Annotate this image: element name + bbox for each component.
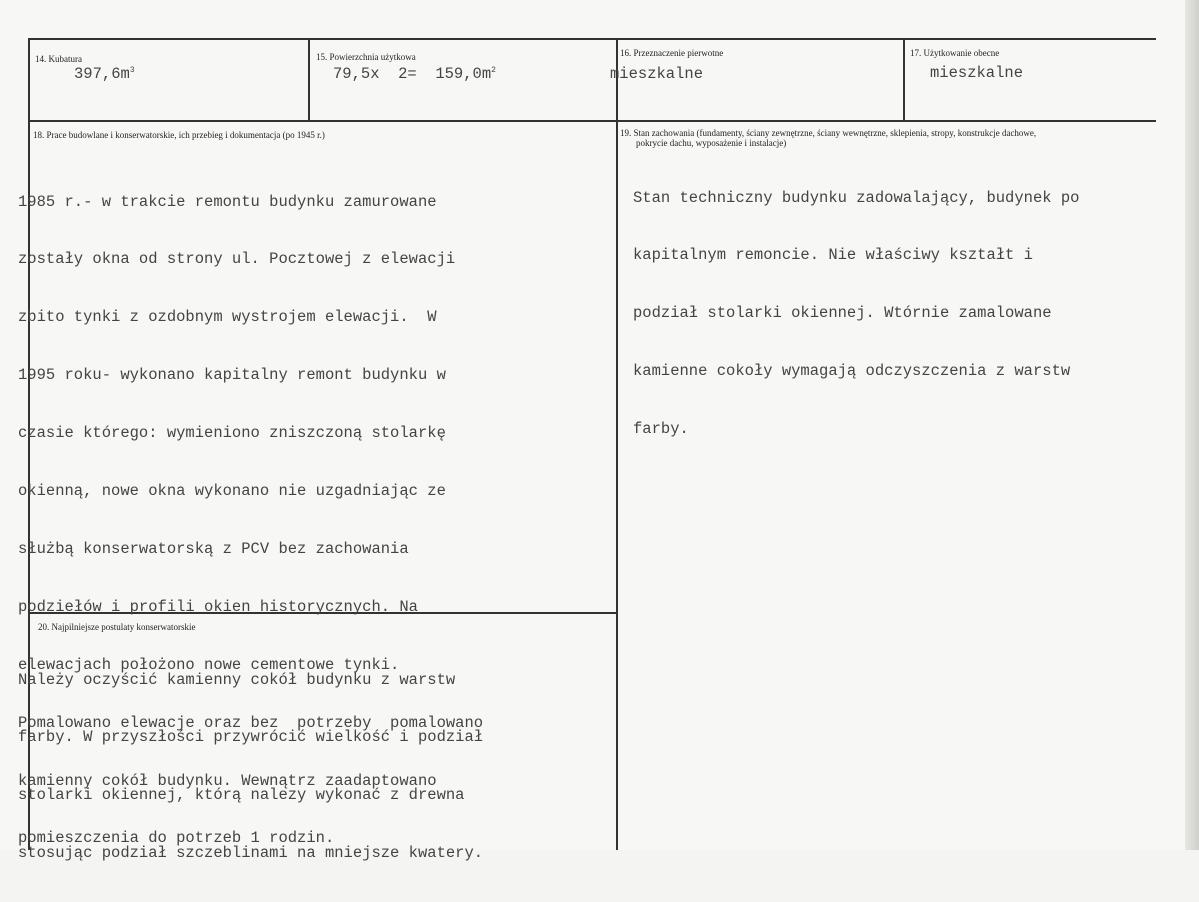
text-line: kamienne cokoły wymagają odczyszczenia z warstw: [633, 362, 1071, 381]
powierzchnia-value: [333, 65, 496, 84]
text-line: kamienny cokół budynku. Wewnątrz zaadaptowano: [18, 771, 437, 790]
powierzchnia-label: 15. Powierzchnia użytkowa: [316, 52, 416, 62]
text-line: podziełów i profili okien historycznych. Na: [18, 597, 418, 616]
przeznaczenie-value: mieszkalne: [610, 65, 704, 83]
divider-14-15: [308, 38, 310, 122]
prace-budowlane-label: 18. Prace budowlane i konserwatorskie, ich przebieg i dokumentacja (po 1945 r.): [33, 130, 325, 140]
text-line: pomieszczenia do potrzeb 1 rodzin.: [18, 829, 335, 848]
text-line: stolarki okiennej, którą nalezy wykonać z drewna: [18, 786, 465, 805]
text-line: kapitalnym remoncie. Nie właściwy kształt i: [633, 246, 1033, 265]
center-divider: [616, 38, 618, 850]
text-line: farby.: [633, 420, 689, 439]
text-line: Pomalowano elewacje oraz bez potrzeby pomalowano: [18, 713, 484, 732]
text-line: Należy oczyścić kamienny cokół budynku z warstw: [18, 670, 456, 689]
stan-zachowania-label-cont: pokrycie dachu, wyposażenie i instalacje): [636, 138, 787, 148]
text-line: czasie którego: wymieniono zniszczoną stolarkę: [18, 424, 446, 443]
postulaty-label: 20. Najpilniejsze postulaty konserwatorskie: [38, 622, 196, 632]
text-line: zostały okna od strony ul. Pocztowej z elewacji: [18, 250, 456, 269]
paper-edge-shadow: [1185, 0, 1199, 850]
text-line: okienną, nowe okna wykonano nie uzgadniając ze: [18, 482, 446, 501]
uzytkowanie-value: mieszkalne: [930, 64, 1024, 82]
powierzchnia-unit-exponent: 2: [491, 65, 496, 75]
text-line: 1995 roku- wykonano kapitalny remont budynku w: [18, 366, 446, 385]
top-rule: [28, 38, 1156, 40]
divider-16-17: [903, 38, 905, 122]
text-line: elewacjach położono nowe cementowe tynki.: [18, 655, 400, 674]
text-line: podział stolarki okiennej. Wtórnie zamalowane: [633, 304, 1052, 323]
stan-zachowania-text: [633, 150, 1079, 478]
text-line: 1985 r.- w trakcie remontu budynku zamurowane: [18, 192, 437, 211]
text-line: zbito tynki z ozdobnym wystrojem elewacji. W: [18, 308, 437, 327]
text-line: stosując podział szczeblinami na mniejsze kwatery.: [18, 844, 484, 863]
kubatura-number: 397,6m: [74, 65, 130, 83]
postulaty-text: [18, 632, 483, 902]
row1-bottom-rule: [28, 120, 1156, 122]
przeznaczenie-label: 16. Przeznaczenie pierwotne: [620, 48, 724, 58]
uzytkowanie-label: 17. Użytkowanie obecne: [910, 48, 1000, 58]
text-line: służbą konserwatorską z PCV bez zachowania: [18, 539, 409, 558]
kubatura-value: [74, 65, 135, 84]
text-line: farby. W przyszłości przywrócić wielkość i podział: [18, 728, 484, 747]
stan-zachowania-label: 19. Stan zachowania (fundamenty, ściany zewnętrzne, ściany wewnętrzne, sklepienia, stropy, konstrukcje dachowe,: [620, 128, 1037, 138]
kubatura-label: 14. Kubatura: [35, 54, 82, 64]
kubatura-unit-exponent: 3: [129, 65, 135, 75]
powierzchnia-number: 79,5x 2= 159,0m: [333, 65, 492, 83]
text-line: Stan techniczny budynku zadowalający, budynek po: [633, 188, 1080, 207]
